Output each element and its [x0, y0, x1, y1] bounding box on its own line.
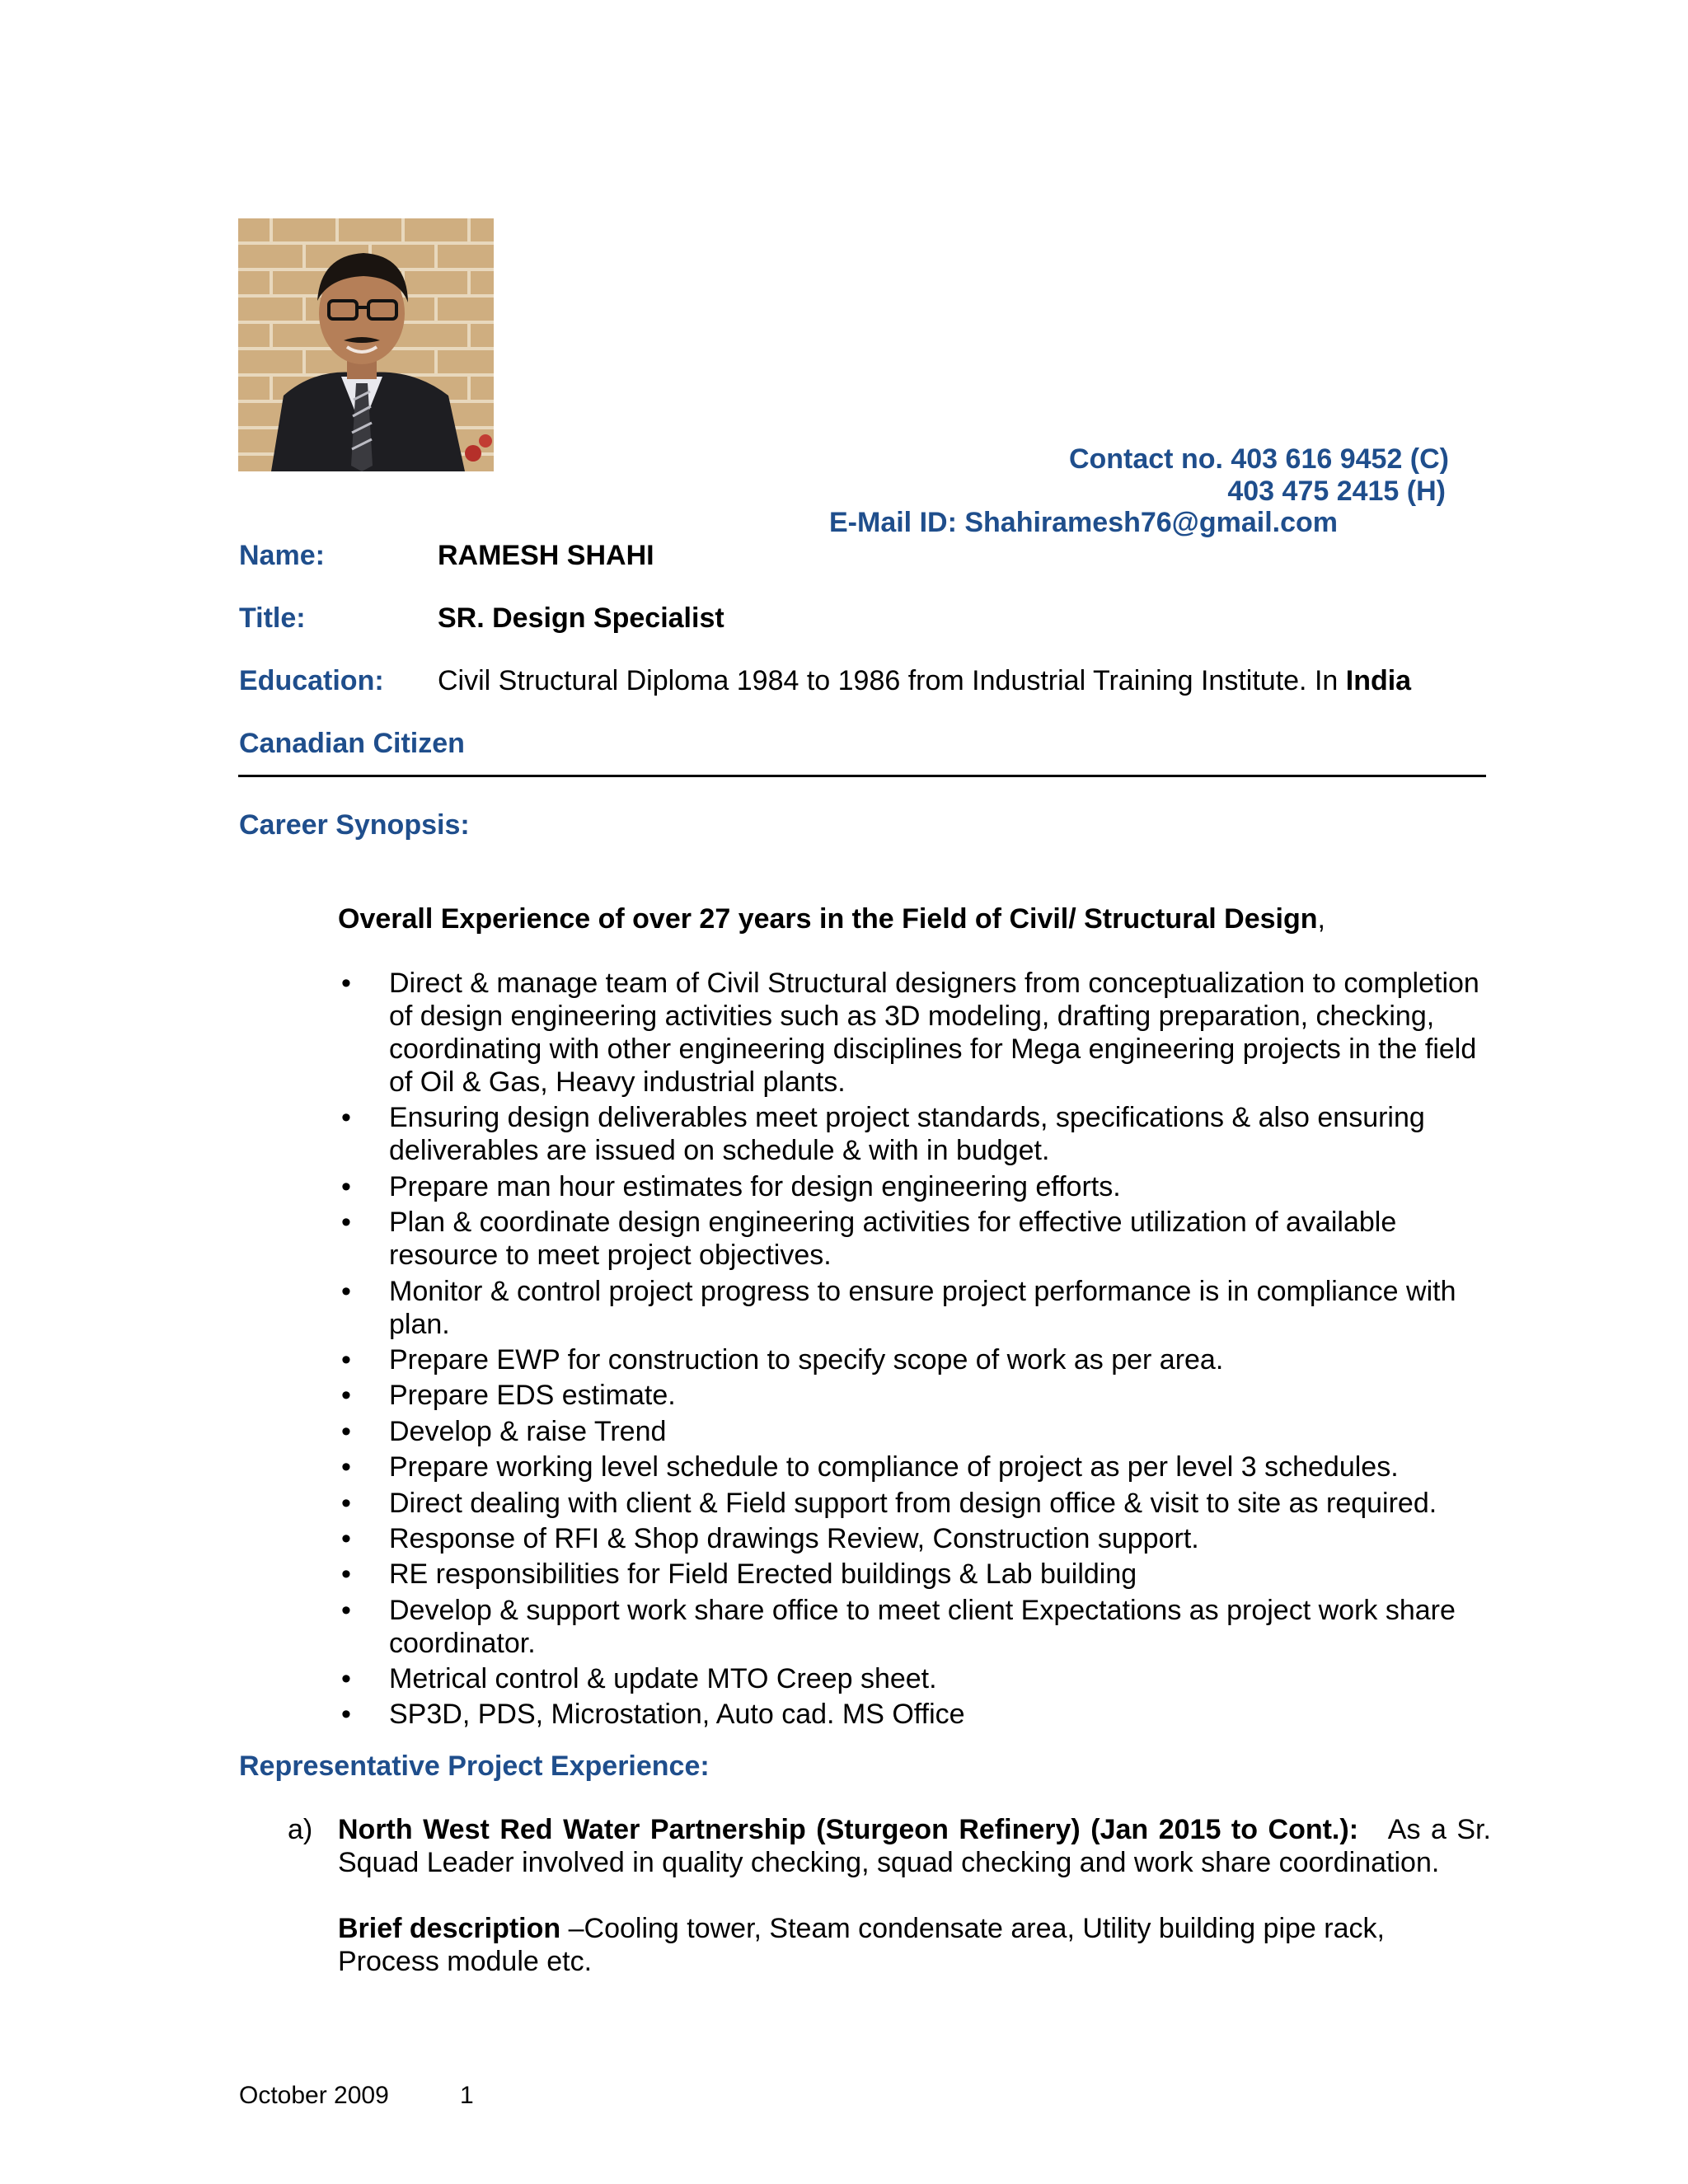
- education-label: Education:: [239, 665, 384, 696]
- list-item: [338, 1415, 1492, 1448]
- career-synopsis-heading: Career Synopsis:: [239, 809, 470, 841]
- bullet-icon: •: [341, 1380, 351, 1412]
- bullet-text: Prepare EDS estimate.: [389, 1380, 676, 1412]
- bullet-icon: •: [341, 1170, 351, 1202]
- bullet-text: RE responsibilities for Field Erected buildings & Lab building: [389, 1558, 1137, 1591]
- list-item: [338, 1206, 1492, 1272]
- list-item: [338, 1522, 1492, 1555]
- bullet-text: Prepare EWP for construction to specify scope of work as per area.: [389, 1343, 1224, 1376]
- bullet-text: Direct & manage team of Civil Structural designers from conceptualization to completion of design engineering activities such as 3D modeling, drafting preparation, checking, coordinating with other engineering disciplines for Mega engineering projects in the field of Oil & Gas, Heavy industrial plants.: [389, 968, 1479, 1098]
- list-item: [338, 967, 1492, 1099]
- bullet-text: Develop & raise Trend: [389, 1415, 667, 1447]
- bullet-icon: •: [341, 1275, 351, 1307]
- bullet-text: Plan & coordinate design engineering activities for effective utilization of available resource to meet project objectives.: [389, 1207, 1397, 1272]
- bullet-text: SP3D, PDS, Microstation, Auto cad. MS Office: [389, 1699, 965, 1731]
- contact-phone-home: 403 475 2415 (H): [1227, 476, 1446, 507]
- bullet-icon: •: [341, 968, 351, 999]
- name-label: Name:: [239, 540, 325, 571]
- bullet-icon: •: [341, 1663, 351, 1695]
- list-item: [338, 1594, 1492, 1660]
- list-item: [338, 1379, 1492, 1412]
- bullet-icon: •: [341, 1594, 351, 1626]
- bullet-icon: •: [341, 1699, 351, 1731]
- bullet-text: Response of RFI & Shop drawings Review, Construction support.: [389, 1522, 1199, 1554]
- list-item: [338, 1662, 1492, 1695]
- list-item: [338, 1487, 1492, 1520]
- bullet-text: Direct dealing with client & Field support from design office & visit to site as required.: [389, 1487, 1437, 1519]
- project-item: [288, 1813, 1491, 1978]
- contact-email[interactable]: E-Mail ID: Shahiramesh76@gmail.com: [829, 507, 1338, 538]
- section-divider: [238, 775, 1486, 777]
- overall-experience: [338, 903, 1325, 935]
- profile-photo-image: [238, 218, 494, 471]
- name-value: RAMESH SHAHI: [438, 540, 654, 571]
- list-item: [338, 1170, 1492, 1203]
- bullet-text: Prepare man hour estimates for design engineering efforts.: [389, 1170, 1121, 1202]
- project-role: As a Sr. Squad Leader involved in quality checking, squad checking and work share coordination.: [338, 1814, 1491, 1878]
- project-marker: a): [288, 1814, 313, 1845]
- title-value: SR. Design Specialist: [438, 602, 724, 634]
- education-text: Civil Structural Diploma 1984 to 1986 from Industrial Training Institute. In: [438, 665, 1346, 696]
- title-label: Title:: [239, 602, 306, 634]
- list-item: [338, 1451, 1492, 1483]
- project-description-label: Brief description: [338, 1913, 561, 1944]
- bullet-text: Prepare working level schedule to compliance of project as per level 3 schedules.: [389, 1451, 1399, 1483]
- bullet-icon: •: [341, 1343, 351, 1376]
- bullet-icon: •: [341, 1487, 351, 1519]
- project-description: [338, 1912, 1491, 1978]
- bullet-icon: •: [341, 1558, 351, 1591]
- bullet-icon: •: [341, 1451, 351, 1483]
- footer-date: October 2009: [239, 2082, 389, 2109]
- list-item: [338, 1275, 1492, 1341]
- contact-phone-cell: Contact no. 403 616 9452 (C): [1068, 443, 1449, 475]
- project-description-text: –Cooling tower, Steam condensate area, Utility building pipe rack, Process module etc.: [338, 1913, 1385, 1977]
- project-title: North West Red Water Partnership (Sturgeon Refinery) (Jan 2015 to Cont.):: [338, 1814, 1359, 1845]
- bullet-icon: •: [341, 1415, 351, 1447]
- overall-experience-tail: ,: [1317, 903, 1325, 935]
- bullet-text: Ensuring design deliverables meet project standards, specifications & also ensuring deliverables are issued on schedule & with in budget.: [389, 1102, 1425, 1167]
- list-item: [338, 1343, 1492, 1376]
- bullet-text: Develop & support work share office to meet client Expectations as project work share coordinator.: [389, 1594, 1456, 1659]
- bullet-text: Monitor & control project progress to ensure project performance is in compliance with plan.: [389, 1275, 1456, 1340]
- career-bullet-list: [338, 967, 1492, 1734]
- bullet-icon: •: [341, 1102, 351, 1134]
- list-item: [338, 1558, 1492, 1591]
- project-experience-heading: Representative Project Experience:: [239, 1750, 710, 1782]
- list-item: [338, 1101, 1492, 1167]
- bullet-icon: •: [341, 1207, 351, 1239]
- overall-experience-text: Overall Experience of over 27 years in the Field of Civil/ Structural Design: [338, 903, 1318, 935]
- list-item: [338, 1698, 1492, 1731]
- education-value: [438, 665, 1411, 697]
- citizenship-label: Canadian Citizen: [239, 728, 465, 759]
- project-summary: [338, 1813, 1491, 1879]
- footer-page-number: 1: [460, 2082, 474, 2109]
- education-country: India: [1345, 665, 1412, 696]
- bullet-text: Metrical control & update MTO Creep sheet.: [389, 1663, 937, 1695]
- bullet-icon: •: [341, 1522, 351, 1554]
- profile-photo: [238, 218, 494, 471]
